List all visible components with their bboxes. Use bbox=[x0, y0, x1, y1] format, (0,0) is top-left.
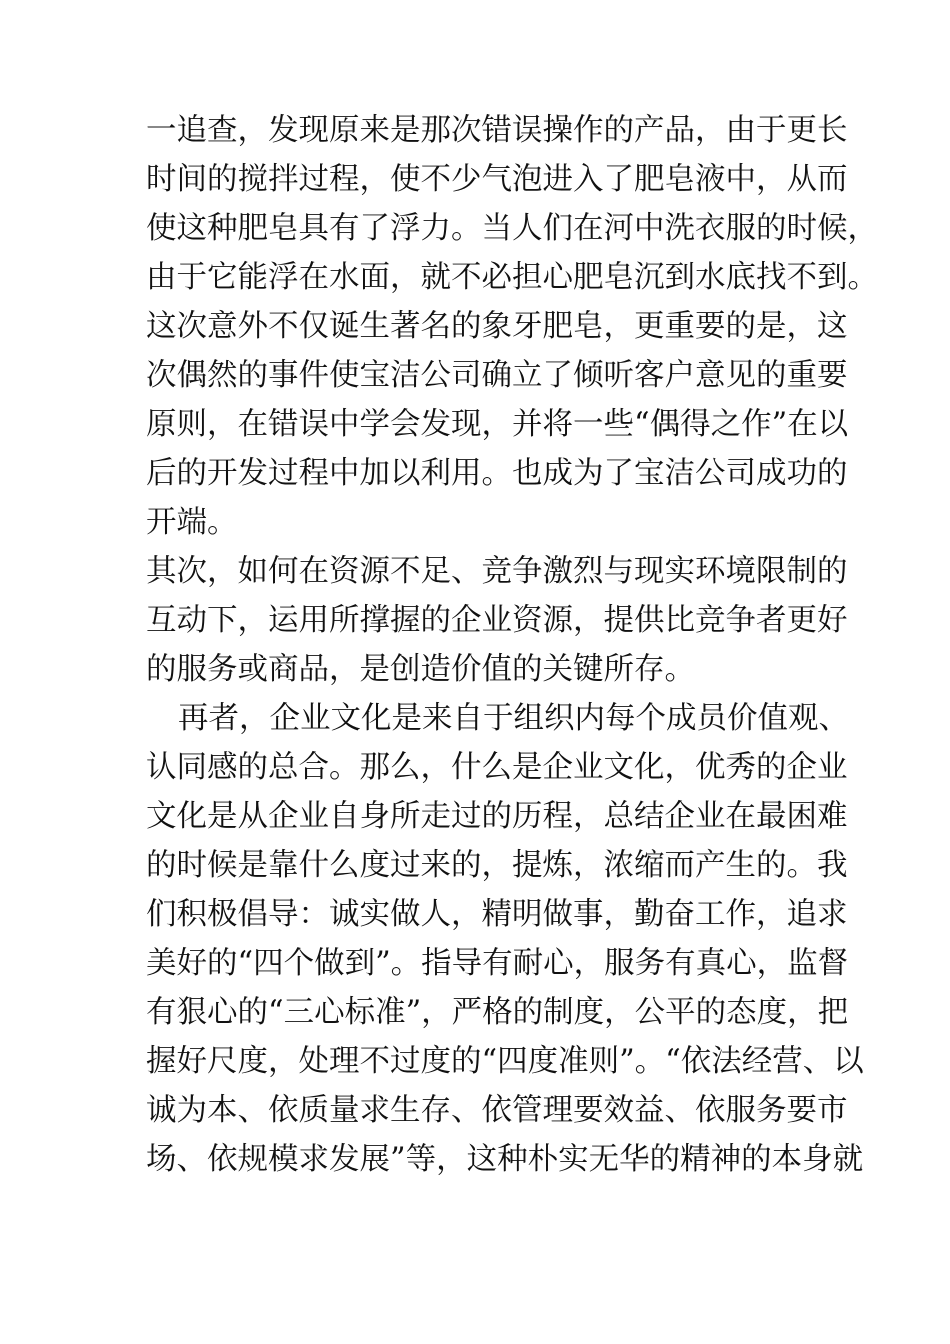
text-line: 开端。 bbox=[146, 505, 238, 540]
text-line: 诚为本、依质量求生存、依管理要效益、依服务要市 bbox=[146, 1093, 848, 1128]
text-line: 场、依规模求发展”等，这种朴实无华的精神的本身就 bbox=[146, 1142, 864, 1177]
text-line: 握好尺度，处理不过度的“四度准则”。“依法经营、以 bbox=[146, 1044, 864, 1079]
text-line: 使这种肥皂具有了浮力。当人们在河中洗衣服的时候， bbox=[146, 211, 878, 246]
text-line: 次偶然的事件使宝洁公司确立了倾听客户意见的重要 bbox=[146, 358, 848, 393]
text-line: 时间的搅拌过程，使不少气泡进入了肥皂液中，从而 bbox=[146, 162, 848, 197]
text-line: 原则，在错误中学会发现，并将一些“偶得之作”在以 bbox=[146, 407, 849, 442]
body-text bbox=[146, 106, 878, 1184]
text-line: 这次意外不仅诞生著名的象牙肥皂，更重要的是，这 bbox=[146, 309, 848, 344]
text-line: 认同感的总合。那么，什么是企业文化，优秀的企业 bbox=[146, 750, 848, 785]
text-line: 的服务或商品，是创造价值的关键所存。 bbox=[146, 652, 695, 687]
text-line: 其次，如何在资源不足、竞争激烈与现实环境限制的 bbox=[146, 554, 848, 589]
text-line: 美好的“四个做到”。指导有耐心，服务有真心，监督 bbox=[146, 946, 849, 981]
text-line: 由于它能浮在水面，就不必担心肥皂沉到水底找不到。 bbox=[146, 260, 878, 295]
text-line: 们积极倡导：诚实做人，精明做事，勤奋工作，追求 bbox=[146, 897, 848, 932]
text-line: 后的开发过程中加以利用。也成为了宝洁公司成功的 bbox=[146, 456, 848, 491]
text-line: 互动下，运用所撑握的企业资源，提供比竞争者更好 bbox=[146, 603, 848, 638]
text-line: 再者，企业文化是来自于组织内每个成员价值观、 bbox=[178, 701, 849, 736]
text-line: 文化是从企业自身所走过的历程，总结企业在最困难 bbox=[146, 799, 848, 834]
text-line: 有狠心的“三心标准”，严格的制度，公平的态度，把 bbox=[146, 995, 849, 1030]
text-line: 的时候是靠什么度过来的，提炼，浓缩而产生的。我 bbox=[146, 848, 848, 883]
text-line: 一追查，发现原来是那次错误操作的产品，由于更长 bbox=[146, 113, 848, 148]
